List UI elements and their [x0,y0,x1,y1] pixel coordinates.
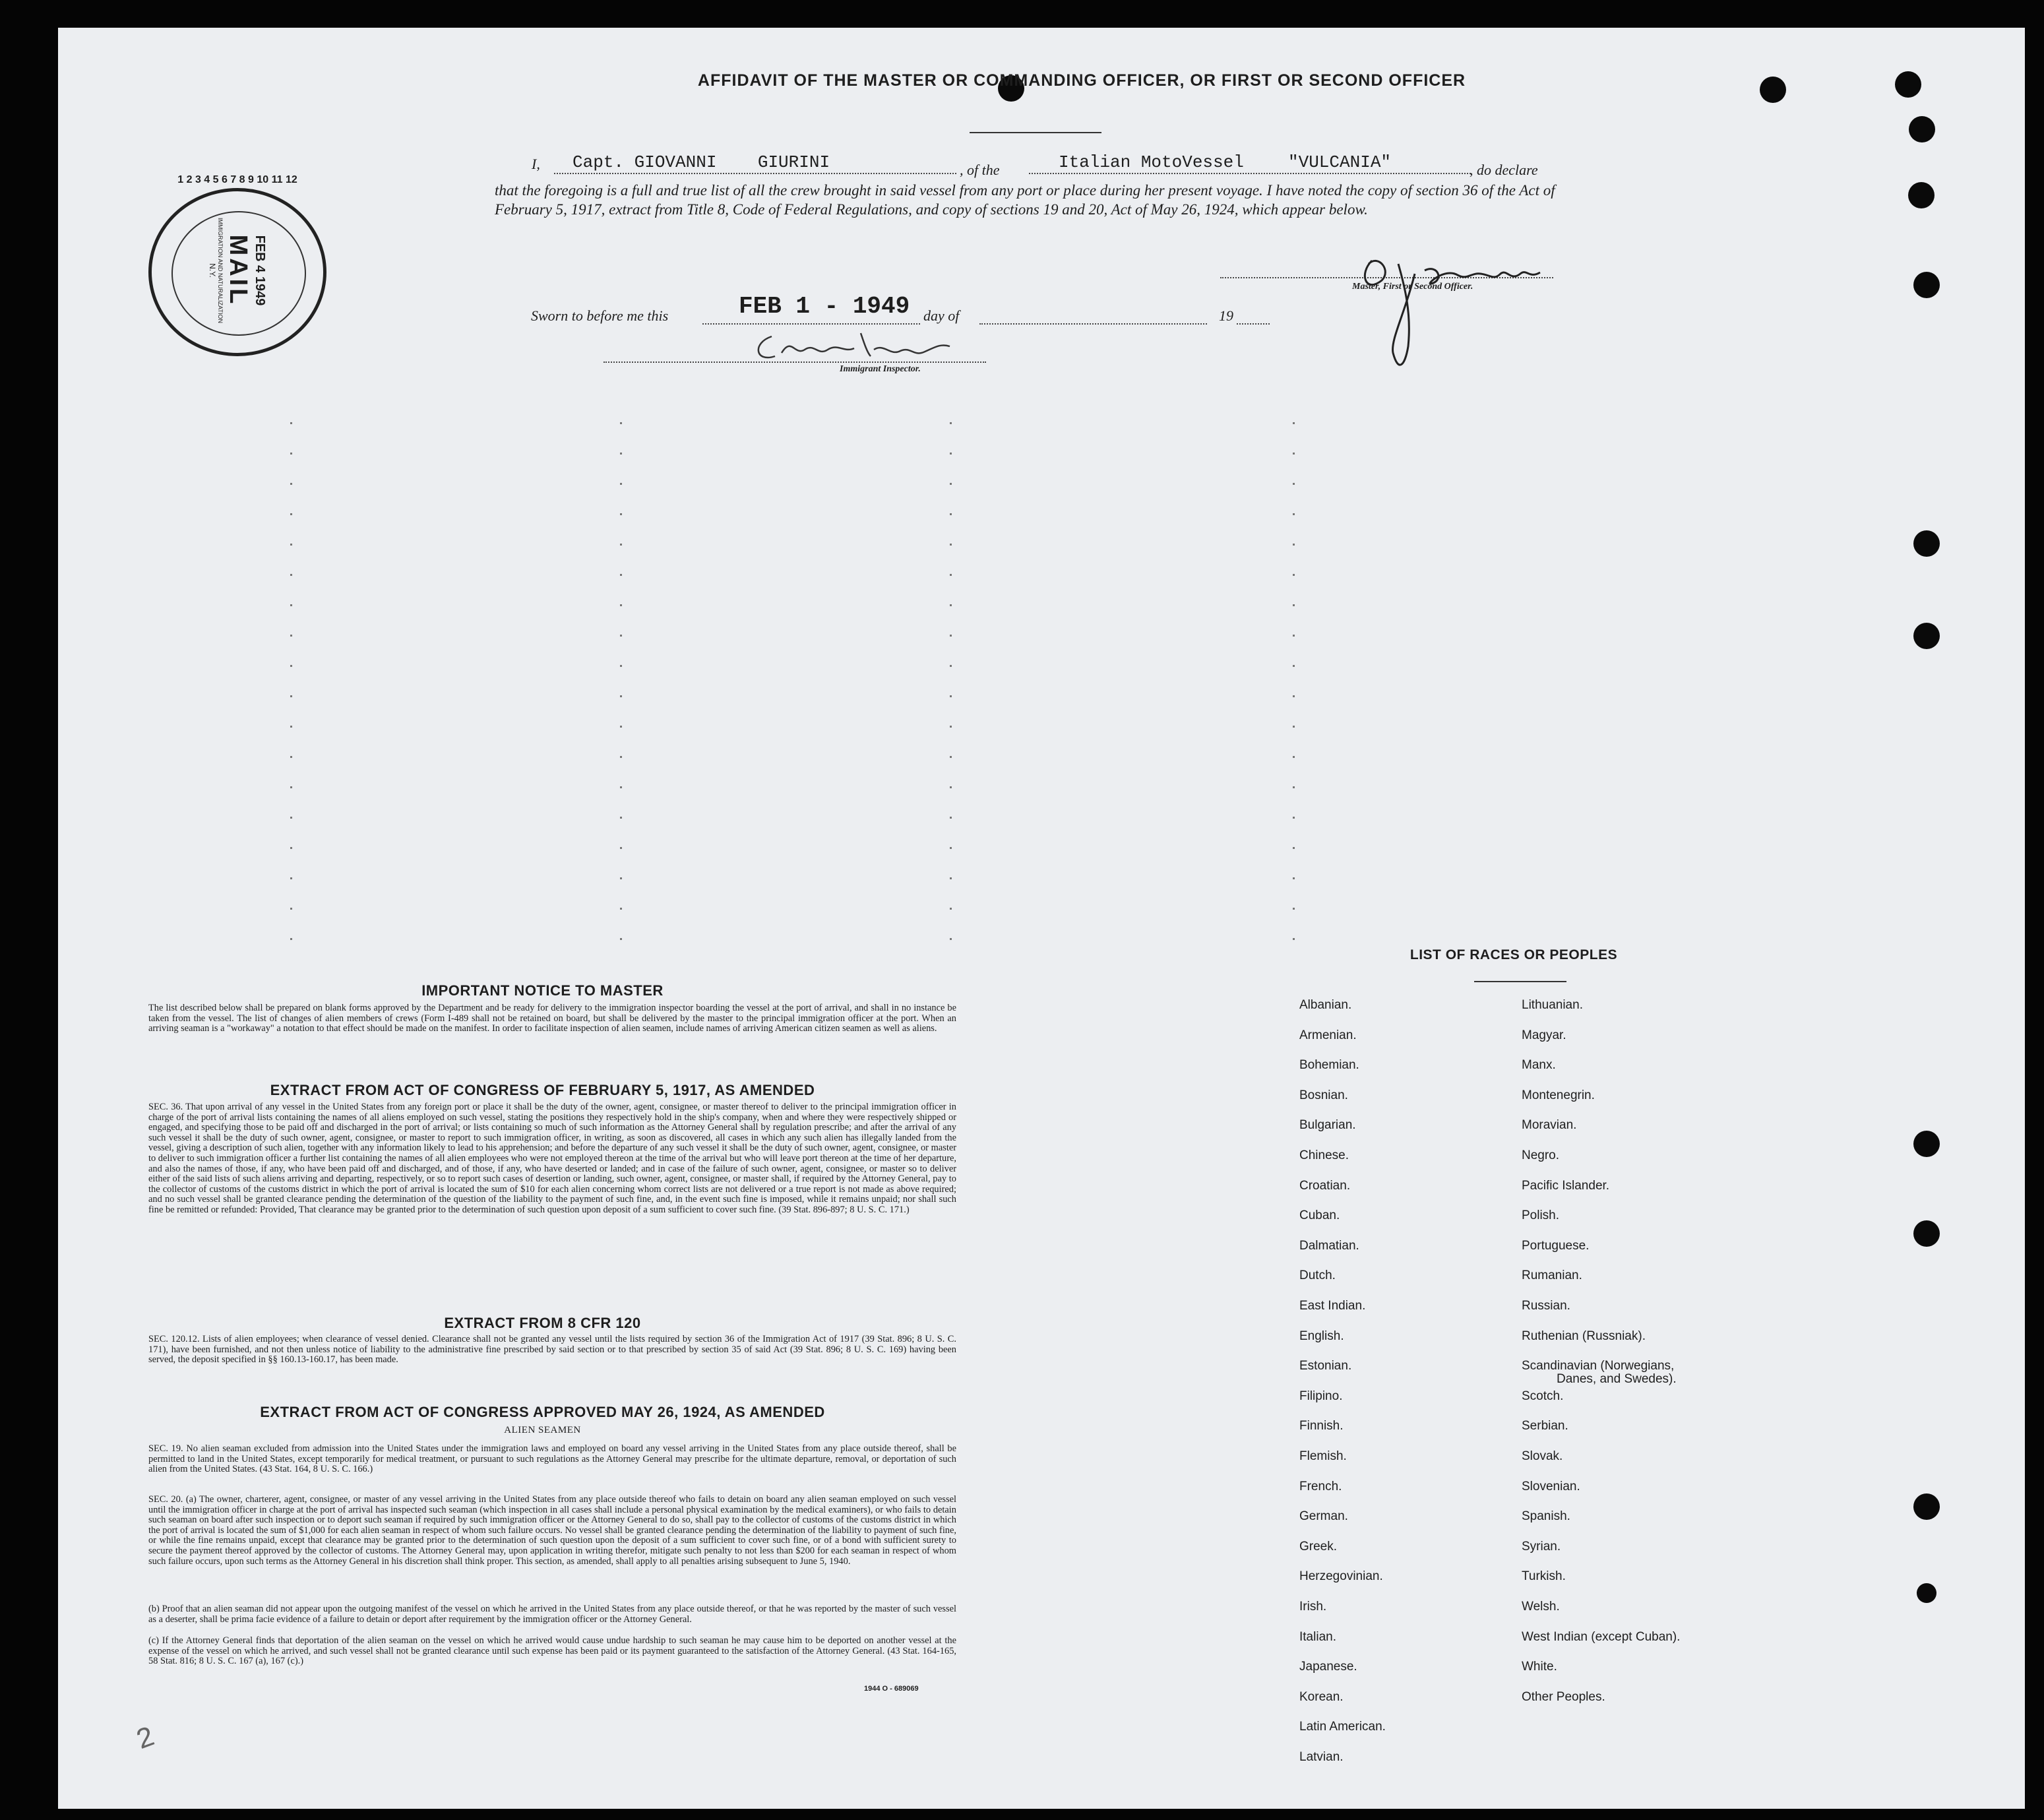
signature-role-label: Master, First or Second Officer. [1352,282,1473,292]
tick-mark [950,817,952,819]
race-item: White. [1522,1660,1557,1674]
tick-mark [620,635,622,637]
tick-mark [620,574,622,576]
race-item: Croatian. [1299,1178,1351,1193]
races-heading: LIST OF RACES OR PEOPLES [1409,947,1618,962]
affidavit-title: AFFIDAVIT OF THE MASTER OR COMMANDING OFFICER, OR FIRST OR SECOND OFFICER [697,71,1466,90]
race-item: Filipino. [1299,1389,1343,1403]
tick-mark [620,422,622,424]
race-item: Cuban. [1299,1208,1340,1223]
tick-mark [290,453,292,455]
race-item: West Indian (except Cuban). [1522,1629,1681,1644]
race-item: Pacific Islander. [1522,1178,1610,1193]
punch-hole [1913,1220,1940,1247]
race-item: English. [1299,1329,1344,1343]
race-item: Syrian. [1522,1539,1561,1553]
print-code: 1944 O - 689069 [864,1685,919,1693]
tick-mark [1293,422,1295,424]
tick-mark [1293,574,1295,576]
extract-1917-heading: EXTRACT FROM ACT OF CONGRESS OF FEBRUARY 5, 1917, AS AMENDED [270,1082,815,1098]
tick-mark [620,483,622,485]
tick-mark [950,483,952,485]
tick-mark [290,544,292,546]
tick-mark [950,453,952,455]
year-prefix: 19 [1219,307,1233,324]
tick-mark [1293,847,1295,849]
race-item: Montenegrin. [1522,1088,1595,1102]
race-item: Chinese. [1299,1148,1349,1162]
tick-mark [290,695,292,697]
race-item: Scandinavian (Norwegians, [1522,1359,1675,1373]
tick-mark [1293,938,1295,940]
tick-mark [290,756,292,758]
punch-hole [1909,116,1935,142]
races-rule [1474,981,1566,982]
tick-mark [620,847,622,849]
punch-hole [1913,530,1940,557]
race-item: Other Peoples. [1522,1689,1605,1704]
tick-mark [620,877,622,879]
alien-seamen-subheading: ALIEN SEAMEN [504,1425,581,1435]
inspector-label: Immigrant Inspector. [840,364,921,374]
sec-20a-text: SEC. 20. (a) The owner, charterer, agent, consignee, or master of any vessel arriving in the United States from any place outside thereof who fails to detain on board any alien seaman employed on such vessel until the immigration officer in charge at the port of arrival has inspected such seaman (which inspection in all cases shall include a personal physical examination by the medical examiners), or who fails to detain such seaman on board after such inspection or to deport such seaman if required by such immigration officer or the Attorney General to do so, shall pay to the collector of customs of the customs district in which the port of arrival is located the sum of $1,000 for each alien seaman in respect of whom such failure occurs. No vessel shall be granted clearance pending the determination of the liability to payment of such fine, or while the fine remains unpaid, except that clearance may be granted prior to the determination of such question upon the deposit of a sum sufficient to cover such fine, or of a bond with sufficient surety to secure the payment thereof approved by the collector of customs. The Attorney General may, upon application in writing therefor, mitigate such penalty to not less than $200 for each seaman in respect of whom such failure occurs, upon such terms as the Attorney General in his discretion shall think proper. This section, as amended, shall apply to all penalties arising subsequent to June 5, 1940. [148,1494,956,1567]
sec-20c-text: (c) If the Attorney General finds that deportation of the alien seaman on the vessel on which he arrived would cause undue hardship to such seaman he may cause him to be deported on another vessel at the expense of the vessel on which he arrived, and such vessel shall not be granted clearance until such expense has been paid or its payment guaranteed to the satisfaction of the Attorney General. (43 Stat. 164-165, 58 Stat. 816; 8 U. S. C. 167 (a), 167 (c).) [148,1635,956,1667]
tick-mark [290,422,292,424]
tick-mark [290,908,292,910]
declaration-i: I, [532,156,540,172]
tick-mark [620,665,622,667]
punch-hole [1760,77,1786,103]
vessel-type: Italian MotoVessel [1059,152,1244,172]
tick-mark [950,908,952,910]
tick-mark [950,544,952,546]
extract-1924-heading: EXTRACT FROM ACT OF CONGRESS APPROVED MAY 26, 1924, AS AMENDED [260,1404,825,1420]
title-rule [970,132,1101,133]
race-item: Bulgarian. [1299,1118,1356,1133]
race-item: Polish. [1522,1208,1560,1223]
tick-mark [1293,544,1295,546]
race-item: Italian. [1299,1629,1336,1644]
race-item: Latvian. [1299,1750,1344,1764]
extract-cfr-text: SEC. 120.12. Lists of alien employees; when clearance of vessel denied. Clearance shall not be granted any vessel until the lists required by section 36 of the Immigration Act of 1917 (39 Stat. 896; 8 U. S. C. 171), have been furnished, and not then unless notice of liability to the administrative fine prescribed by said section or to that prescribed by section 35 of said Act (39 Stat. 896; 8 U. S. C. 169) having been served, the deposit specified in §§ 160.13-160.17, has been made. [148,1334,956,1365]
postmark-text: FEB 4 1949 MAIL IMMIGRATION AND NATURALIZATION N.Y. [208,217,267,323]
officer-name: Capt. GIOVANNI GIURINI [573,152,830,172]
race-item: Dutch. [1299,1269,1336,1283]
tick-mark [950,847,952,849]
tick-mark [1293,513,1295,515]
tick-mark [290,877,292,879]
race-item: Russian. [1522,1299,1570,1313]
margin-mark: 2 [132,1720,160,1759]
race-item: Bohemian. [1299,1058,1359,1073]
race-item: Herzegovinian. [1299,1569,1383,1584]
officer-name-line [554,173,956,174]
tick-mark [1293,483,1295,485]
tick-mark [620,786,622,788]
punch-hole [1913,623,1940,649]
race-item: Korean. [1299,1689,1344,1704]
race-item: Rumanian. [1522,1269,1582,1283]
race-item: Danes, and Swedes). [1557,1372,1677,1387]
race-item: Turkish. [1522,1569,1566,1584]
tick-mark [290,817,292,819]
race-item: Scotch. [1522,1389,1564,1403]
race-item: Magyar. [1522,1028,1566,1042]
race-item: Armenian. [1299,1028,1357,1042]
tick-mark [620,938,622,940]
tick-mark [290,574,292,576]
tick-mark [950,695,952,697]
tick-mark [950,665,952,667]
tick-mark [620,513,622,515]
master-signature [1352,234,1550,386]
tick-mark [1293,695,1295,697]
tick-mark [290,483,292,485]
mail-postmark-stamp [148,174,326,356]
punch-hole [1913,1493,1940,1520]
race-item: Flemish. [1299,1449,1347,1463]
race-item: Albanian. [1299,998,1352,1012]
race-item: Slovak. [1522,1449,1563,1463]
tick-mark [290,786,292,788]
race-item: Estonian. [1299,1359,1352,1373]
race-item: Japanese. [1299,1660,1357,1674]
race-item: Ruthenian (Russniak). [1522,1329,1646,1343]
tick-mark [950,938,952,940]
tick-mark [950,574,952,576]
declaration-body: that the foregoing is a full and true list of all the crew brought in said vessel from any port or place during her present voyage. I have noted the copy of section 36 of the Act of February 5, 1917, extract from Title 8, Code of Federal Regulations, and copy of sections 19 and 20, Act of May 26, 1924, which appear below. [495,182,1555,218]
extract-cfr-heading: EXTRACT FROM 8 CFR 120 [444,1315,641,1331]
punch-hole [1895,71,1921,98]
race-item: Bosnian. [1299,1088,1348,1102]
race-item: Serbian. [1522,1419,1568,1433]
race-item: Spanish. [1522,1509,1570,1524]
sworn-label: Sworn to before me this [531,307,669,324]
tick-mark [290,604,292,606]
tick-mark [290,938,292,940]
tick-mark [950,604,952,606]
tick-mark [290,726,292,728]
sec-19-text: SEC. 19. No alien seaman excluded from admission into the United States under the immigration laws and employed on board any vessel arriving in the United States from any place outside thereof, shall be permitted to land in the United States, except temporarily for medical treatment, or pursuant to such regulations as the Attorney General may prescribe for the ultimate departure, removal, or deportation of such alien from the United States. (43 Stat. 164, 8 U. S. C. 166.) [148,1443,956,1475]
race-item: Moravian. [1522,1118,1577,1133]
tick-mark [1293,635,1295,637]
punch-hole [1917,1583,1936,1603]
day-of-label: day of [923,307,960,324]
notice-text: The list described below shall be prepared on blank forms approved by the Department and be ready for delivery to the immigration inspector boarding the vessel at the port of arrival, and shall in no instance be taken from the vessel. The list of changes of alien members of crews (Form I-489 shall not be retained on board, but shall be delivered by the master to the principal immigration officer at the port. When an arriving seaman is a "workaway" a notation to that effect should be made on the manifest. In order to facilitate inspection of alien seamen, include names of arriving American citizen seamen as well as aliens. [148,1003,956,1034]
sec-20b-text: (b) Proof that an alien seaman did not appear upon the outgoing manifest of the vessel on which he arrived in the United States from any place outside thereof, or that he was reported by the master of such vessel as a deserter, shall be prima facie evidence of a failure to detain or deport after requirement by the immigration officer or the Attorney General. [148,1604,956,1625]
punch-hole [1908,182,1935,208]
race-item: Greek. [1299,1539,1338,1553]
tick-mark [1293,665,1295,667]
race-item: Slovenian. [1522,1479,1580,1493]
race-item: Welsh. [1522,1600,1560,1614]
extract-1917-text: SEC. 36. That upon arrival of any vessel in the United States from any foreign port or place it shall be the duty of the owner, agent, consignee, or master thereof to deliver to the principal immigration officer in charge of the port of arrival lists containing the names of all aliens employed on such vessel, stating the positions they respectively hold in the ship's company, when and where they were respectively shipped or engaged, and specifying those to be paid off and discharged in the port of arrival; or lists containing so much of such information as the Attorney General shall by regulation prescribe; and after the arrival of any such vessel it shall be the duty of such owner, agent, consignee, or master to report to such immigration officer, in writing, as soon as discovered, all cases in which any such alien has illegally landed from the vessel, giving a description of such alien, together with any information likely to lead to his apprehension; and before the departure of any such vessel it shall be the duty of such owner, agent, consignee, or master to deliver to such immigration officer a further list containing the names of all alien employees who were not employed thereon at the time of the arrival but who will leave port thereon at the time of her departure, and also the names of those, if any, who have been paid off and discharged, and of those, if any, who have deserted or landed; and in case of the failure of such owner, agent, consignee, or master so to deliver either of the said lists of such aliens arriving and departing, respectively, or so to report such cases of desertion or landing, such owner, agent, consignee, or master shall, if required by the Attorney General, pay to the collector of customs of the customs district in which the port of arrival is located the sum of $10 for each alien concerning whom correct lists are not delivered or a true report is not made as above required; and no such vessel shall be granted clearance pending the determination of the question of the liability to the payment of such fine, and, in the event such fine is imposed, while it remains unpaid; nor shall such fine be remitted or refunded: Provided, That clearance may be granted prior to the determination of such question upon deposit of a sum sufficient to cover such fine. (39 Stat. 896-897; 8 U. S. C. 171.) [148,1102,956,1215]
tick-mark [620,908,622,910]
tick-mark [1293,786,1295,788]
sworn-year-line [1237,323,1270,325]
tick-mark [1293,817,1295,819]
sworn-month-line [979,323,1207,325]
punch-hole [1913,272,1940,298]
race-item: Portuguese. [1522,1238,1590,1253]
notice-heading: IMPORTANT NOTICE TO MASTER [421,982,664,999]
tick-mark [620,817,622,819]
race-item: Finnish. [1299,1419,1344,1433]
race-item: German. [1299,1509,1348,1524]
tick-mark [950,756,952,758]
tick-mark [950,635,952,637]
tick-mark [950,726,952,728]
race-item: Lithuanian. [1522,998,1583,1012]
tick-mark [620,756,622,758]
tick-mark [950,513,952,515]
tick-mark [620,695,622,697]
race-item: Latin American. [1299,1720,1386,1734]
of-the-label: , of the [960,162,1000,178]
postmark-ring-numbers: 1 2 3 4 5 6 7 8 9 10 11 12 [177,174,297,185]
tick-mark [1293,604,1295,606]
tick-mark [290,635,292,637]
tick-mark [950,422,952,424]
punch-hole [1913,1131,1940,1157]
do-declare-label: , do declare [1470,162,1538,178]
race-item: Irish. [1299,1600,1327,1614]
tick-mark [620,453,622,455]
inspector-line [604,361,986,363]
tick-mark [1293,877,1295,879]
tick-mark [290,847,292,849]
race-item: Negro. [1522,1148,1560,1162]
tick-mark [290,513,292,515]
race-item: French. [1299,1479,1342,1493]
tick-mark [1293,756,1295,758]
vessel-line [1029,173,1471,174]
race-item: East Indian. [1299,1299,1366,1313]
race-item: Dalmatian. [1299,1238,1359,1253]
tick-mark [1293,453,1295,455]
race-item: Manx. [1522,1058,1556,1073]
tick-mark [620,726,622,728]
tick-mark [620,604,622,606]
tick-mark [620,544,622,546]
tick-mark [1293,908,1295,910]
tick-mark [950,786,952,788]
sworn-date-stamp: FEB 1 - 1949 [739,293,910,320]
vessel-name: "VULCANIA" [1288,152,1392,172]
tick-mark [950,877,952,879]
tick-mark [290,665,292,667]
tick-mark [1293,726,1295,728]
